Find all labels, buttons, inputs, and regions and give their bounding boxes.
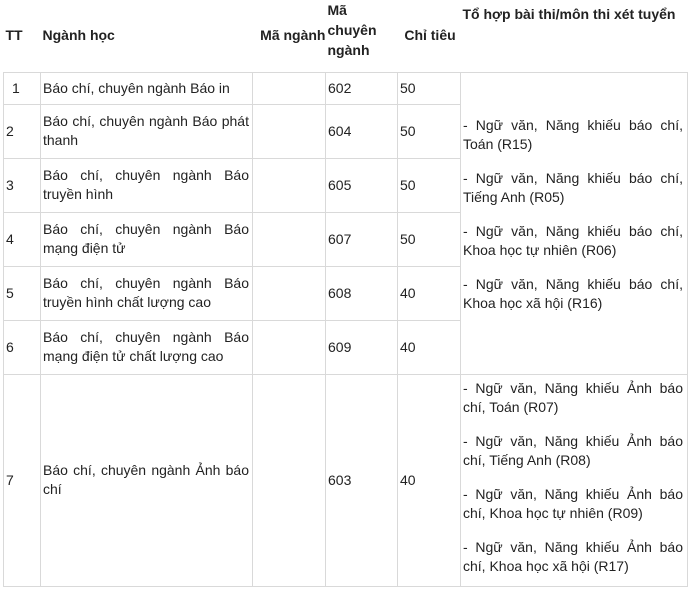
combo-item: - Ngữ văn, Năng khiếu Ảnh báo chí, Khoa học xã hội (R17) xyxy=(463,538,683,574)
row-tt: 2 xyxy=(4,104,41,158)
combo-cell-group2 xyxy=(461,374,688,586)
row-nganh: Báo chí, chuyên ngành Báo mạng điện tử chất lượng cao xyxy=(41,320,253,374)
table-row xyxy=(4,72,688,104)
row-tt: 5 xyxy=(4,266,41,320)
row-chi-tieu: 40 xyxy=(398,320,461,374)
row-tt: 3 xyxy=(4,158,41,212)
header-tt: TT xyxy=(5,27,23,44)
row-nganh: Báo chí, chuyên ngành Báo truyền hình chất lượng cao xyxy=(41,266,253,320)
combo-item: - Ngữ văn, Năng khiếu báo chí, Khoa học xã hội (R16) xyxy=(463,275,683,311)
header-chi-tieu: Chỉ tiêu xyxy=(404,27,456,44)
header-ma-nganh: Mã ngành xyxy=(260,27,326,44)
row-ma-nganh xyxy=(253,374,326,586)
row-tt: 6 xyxy=(4,320,41,374)
header-to-hop: Tổ hợp bài thi/môn thi xét tuyển xyxy=(462,6,676,22)
combo-item: - Ngữ văn, Năng khiếu báo chí, Toán (R15) xyxy=(463,116,683,152)
header-nganh-hoc: Ngành học xyxy=(42,27,115,44)
combo-cell-group1 xyxy=(461,72,688,374)
combo-item: - Ngữ văn, Năng khiếu Ảnh báo chí, Khoa học tự nhiên (R09) xyxy=(463,485,683,521)
row-ma-chuyen-nganh: 609 xyxy=(326,320,398,374)
combo-item: - Ngữ văn, Năng khiếu Ảnh báo chí, Tiếng Anh (R08) xyxy=(463,432,683,468)
row-chi-tieu: 40 xyxy=(398,266,461,320)
row-nganh: Báo chí, chuyên ngành Báo phát thanh xyxy=(41,104,253,158)
row-ma-chuyen-nganh: 604 xyxy=(326,104,398,158)
admissions-table xyxy=(3,0,688,587)
row-ma-chuyen-nganh: 605 xyxy=(326,158,398,212)
row-ma-nganh xyxy=(253,320,326,374)
row-tt: 4 xyxy=(4,212,41,266)
row-ma-chuyen-nganh: 603 xyxy=(326,374,398,586)
row-ma-chuyen-nganh: 607 xyxy=(326,212,398,266)
table-row xyxy=(4,374,688,586)
row-nganh: Báo chí, chuyên ngành Báo truyền hình xyxy=(41,158,253,212)
row-ma-nganh xyxy=(253,212,326,266)
header-ma-chuyen-nganh: Mã chuyên ngành xyxy=(327,2,377,58)
row-tt: 7 xyxy=(4,374,41,586)
row-ma-nganh xyxy=(253,72,326,104)
row-chi-tieu: 50 xyxy=(398,104,461,158)
combo-item: - Ngữ văn, Năng khiếu báo chí, Tiếng Anh (R05) xyxy=(463,169,683,205)
row-nganh: Báo chí, chuyên ngành Báo in xyxy=(41,72,253,104)
row-nganh: Báo chí, chuyên ngành Báo mạng điện tử xyxy=(41,212,253,266)
row-ma-nganh xyxy=(253,158,326,212)
row-chi-tieu: 50 xyxy=(398,158,461,212)
row-tt: 1 xyxy=(4,72,41,104)
row-ma-chuyen-nganh: 608 xyxy=(326,266,398,320)
row-chi-tieu: 40 xyxy=(398,374,461,586)
combo-item: - Ngữ văn, Năng khiếu Ảnh báo chí, Toán (R07) xyxy=(463,379,683,415)
row-chi-tieu: 50 xyxy=(398,212,461,266)
row-ma-nganh xyxy=(253,104,326,158)
combo-item: - Ngữ văn, Năng khiếu báo chí, Khoa học tự nhiên (R06) xyxy=(463,222,683,258)
row-ma-nganh xyxy=(253,266,326,320)
row-ma-chuyen-nganh: 602 xyxy=(326,72,398,104)
row-chi-tieu: 50 xyxy=(398,72,461,104)
row-nganh: Báo chí, chuyên ngành Ảnh báo chí xyxy=(41,374,253,586)
table-header-row xyxy=(4,0,688,72)
